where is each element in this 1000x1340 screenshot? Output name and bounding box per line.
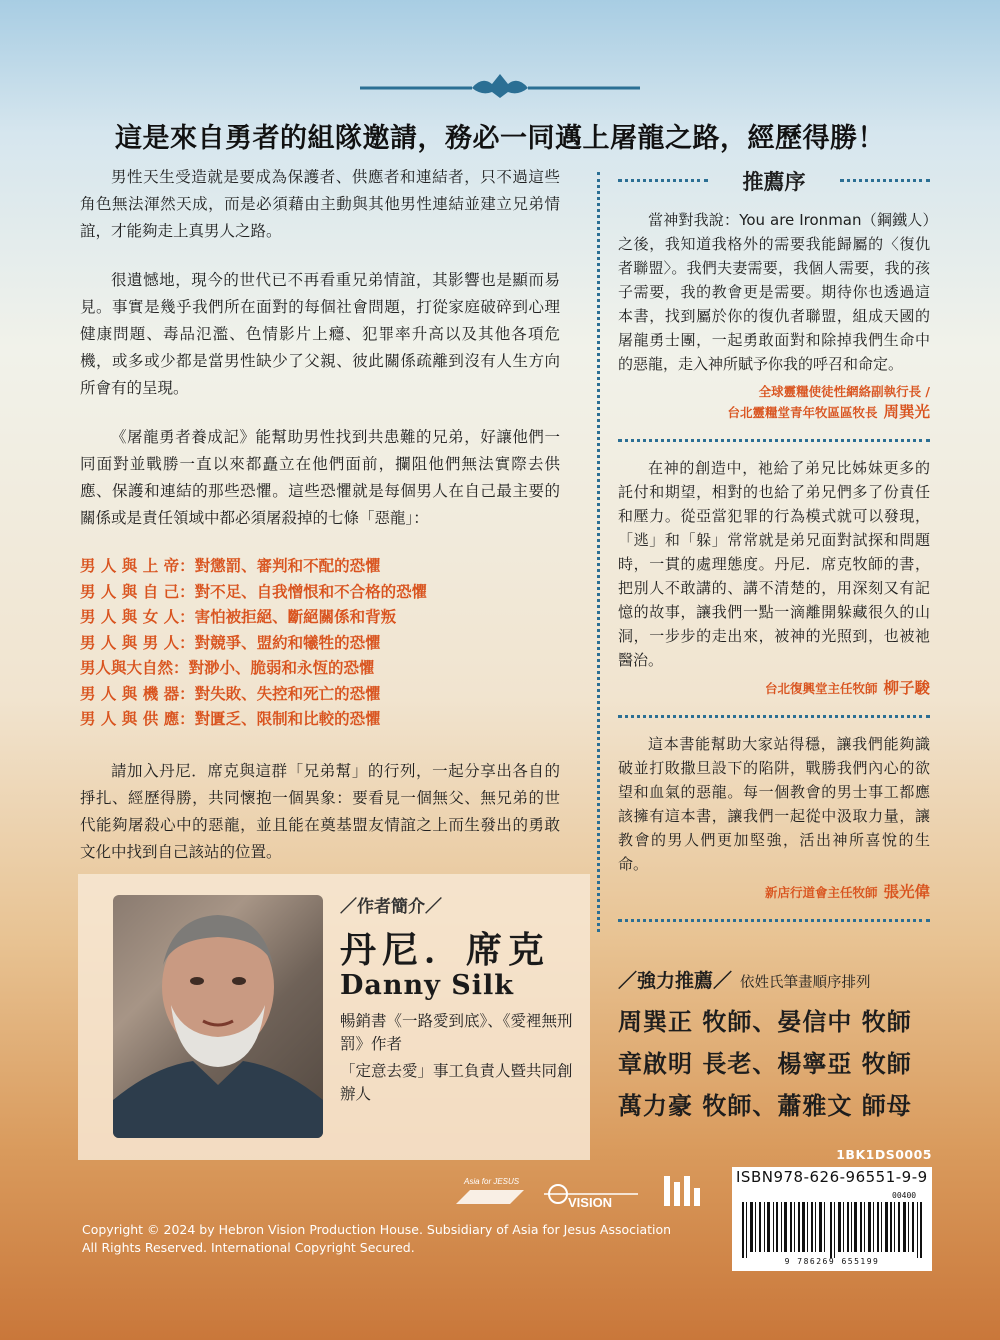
signature-role: 台北復興堂主任牧師 — [764, 681, 878, 696]
isbn-text: ISBN978-626-96551-9-9 — [736, 1168, 928, 1186]
copyright — [82, 1221, 671, 1257]
signature-name: 柳子駿 — [883, 679, 930, 697]
recommend-note: 依姓氏筆畫順序排列 — [740, 975, 871, 991]
recommendations — [618, 966, 940, 1127]
price-code: 00400 — [892, 1191, 917, 1200]
foreword-text-3: 這本書能幫助大家站得穩，讓我們能夠識破並打敗撒旦設下的陷阱，戰勝我們內心的欲望和血氣的惡龍。每一個教會的男士事工都應該擁有這本書，讓我們一起從中汲取力量，讓教會的男人們更加堅強，活出神所喜悅的生命。 — [618, 735, 930, 873]
foreword-separator — [618, 715, 930, 718]
author-bio-books: 暢銷書《一路愛到底》、《愛裡無刑罰》作者 — [340, 1012, 573, 1053]
author-photo — [113, 895, 323, 1138]
svg-text:Asia for JESUS: Asia for JESUS — [464, 1177, 520, 1186]
dragon-item-nature: 男人與大自然：對渺小、脆弱和永恆的恐懼 — [80, 659, 375, 677]
dragon-item-machine: 男 人 與 機 器：對失敗、失控和死亡的恐懼 — [80, 684, 381, 703]
dragon-list — [80, 554, 560, 733]
recommender-line: 萬力豪 牧師、蕭雅文 師母 — [618, 1092, 912, 1120]
recommender-line: 周巽正 牧師、晏信中 牧師 — [618, 1008, 912, 1036]
recommend-heading — [618, 966, 940, 993]
dragon-item-man: 男 人 與 男 人：對競爭、盟約和犧牲的恐懼 — [80, 633, 381, 652]
foreword-text-1: 當神對我說：You are Ironman（鋼鐵人）之後，我知道我格外的需要我能歸屬的〈復仇者聯盟〉。我們夫妻需要，我個人需要，我的孩子需要，我的教會更是需要。期待你也透過這本書，找到屬於你的復仇者聯盟，組成天國的屠龍勇士團，一起勇敢面對和除掉我們生命中的惡龍，走入神所賦予你我的呼召和命定。 — [618, 211, 930, 373]
intro-paragraph-1: 男性天生受造就是要成為保護者、供應者和連結者，只不過這些角色無法渾然天成，而是必須藉由主動與其他男性連結並建立兄弟情誼，才能夠走上真男人之路。 — [80, 168, 560, 240]
recommend-title: ／強力推薦／ — [618, 970, 733, 992]
dragon-item-god: 男 人 與 上 帝：對懲罰、審判和不配的恐懼 — [80, 557, 381, 575]
dragon-item-woman: 男 人 與 女 人：害怕被拒絕、斷絕關係和背叛 — [80, 608, 397, 626]
barcode-digits: 9 786269 655199 — [784, 1257, 880, 1266]
foreword-signature-3 — [618, 882, 930, 903]
author-card — [78, 874, 590, 1160]
column-divider — [597, 172, 600, 932]
foreword-signature-2 — [618, 678, 930, 699]
intro-paragraph-3: 《屠龍勇者養成記》能幫助男性找到共患難的兄弟，好讓他們一同面對並戰勝一直以來都矗立在他們面前，攔阻他們無法實際去供應、保護和連結的那些恐懼。這些恐懼就是每個男人在自己最主要的關係或是責任領域中都必須屠殺掉的七條「惡龍」： — [80, 428, 560, 527]
foreword-separator — [618, 919, 930, 922]
asia-for-jesus-logo — [450, 1170, 528, 1214]
foreword-column — [618, 166, 930, 936]
closing-paragraph: 請加入丹尼．席克與這群「兄弟幫」的行列，一起分享出各自的掙扎、經歷得勝，共同懷抱一個異象：要看見一個無父、無兄弟的世代能夠屠殺心中的惡龍，並且能在奠基盟友情誼之上而生發出的勇敢文化中找到自己該站的位置。 — [80, 761, 560, 861]
headline: 這是來自勇者的組隊邀請，務必一同邁上屠龍之路，經歷得勝！ — [115, 123, 885, 154]
foreword-signature-1 — [618, 382, 930, 423]
foreword-title: 推薦序 — [618, 166, 930, 196]
foreword-separator — [618, 439, 930, 442]
signature-role: 新店行道會主任牧師 — [764, 885, 878, 900]
recommender-line: 章啟明 長老、楊寧亞 牧師 — [618, 1050, 912, 1078]
publisher-logos — [450, 1170, 710, 1214]
author-name-chinese: 丹尼．席克 — [340, 930, 551, 971]
signature-role: 台北靈糧堂青年牧區區牧長 — [727, 405, 878, 420]
author-name-english: Danny Silk — [340, 970, 514, 1001]
dragon-item-provision: 男 人 與 供 應：對匱乏、限制和比較的恐懼 — [80, 710, 381, 728]
intro-paragraph-2: 很遺憾地，現今的世代已不再看重兄弟情誼，其影響也是顯而易見。事實是幾乎我們所在面對的每個社會問題，打從家庭破碎到心理健康問題、毒品氾濫、色情影片上癮、犯罪率升高以及其他各項危機，或多或少都是當男性缺少了父親、彼此關係疏離到沒有人生方向所會有的呈現。 — [80, 271, 560, 397]
dragon-item-self: 男 人 與 自 己：對不足、自我憎恨和不合格的恐懼 — [80, 582, 428, 601]
foreword-text-2: 在神的創造中，祂給了弟兄比姊妹更多的託付和期望，相對的也給了弟兄們多了份責任和壓力。從亞當犯罪的行為模式就可以發現，「逃」和「躲」常常就是弟兄面對試探和問題時，一貫的處理態度。丹尼．席克牧師的書，把別人不敢講的、講不清楚的，用深刻又有記憶的故事，讓我們一點一滴離開躲藏很久的山洞，一步步的走出來，被神的光照到，也被祂醫治。 — [618, 459, 930, 669]
signature-name: 周巽光 — [883, 403, 930, 421]
author-bio-ministry: 「定意去愛」事工負責人暨共同創辦人 — [340, 1062, 573, 1103]
barcode — [740, 1202, 924, 1258]
isbn-barcode-box — [732, 1167, 932, 1271]
copyright-line-1: Copyright © 2024 by Hebron Vision Production House. Subsidiary of Asia for Jesus Association — [82, 1222, 672, 1237]
svg-text:VISION: VISION — [568, 1195, 613, 1210]
hebron-logo — [660, 1170, 704, 1214]
intro-column — [80, 164, 560, 888]
ornament-divider — [360, 74, 640, 98]
signature-role: 全球靈糧使徒性網絡副執行長 / — [758, 384, 930, 399]
copyright-line-2: All Rights Reserved. International Copyright Secured. — [82, 1240, 415, 1255]
signature-name: 張光偉 — [883, 883, 930, 901]
vision-logo — [542, 1170, 642, 1214]
author-section-label: ／作者簡介／ — [340, 897, 442, 917]
book-code: 1BK1DS0005 — [836, 1147, 932, 1162]
